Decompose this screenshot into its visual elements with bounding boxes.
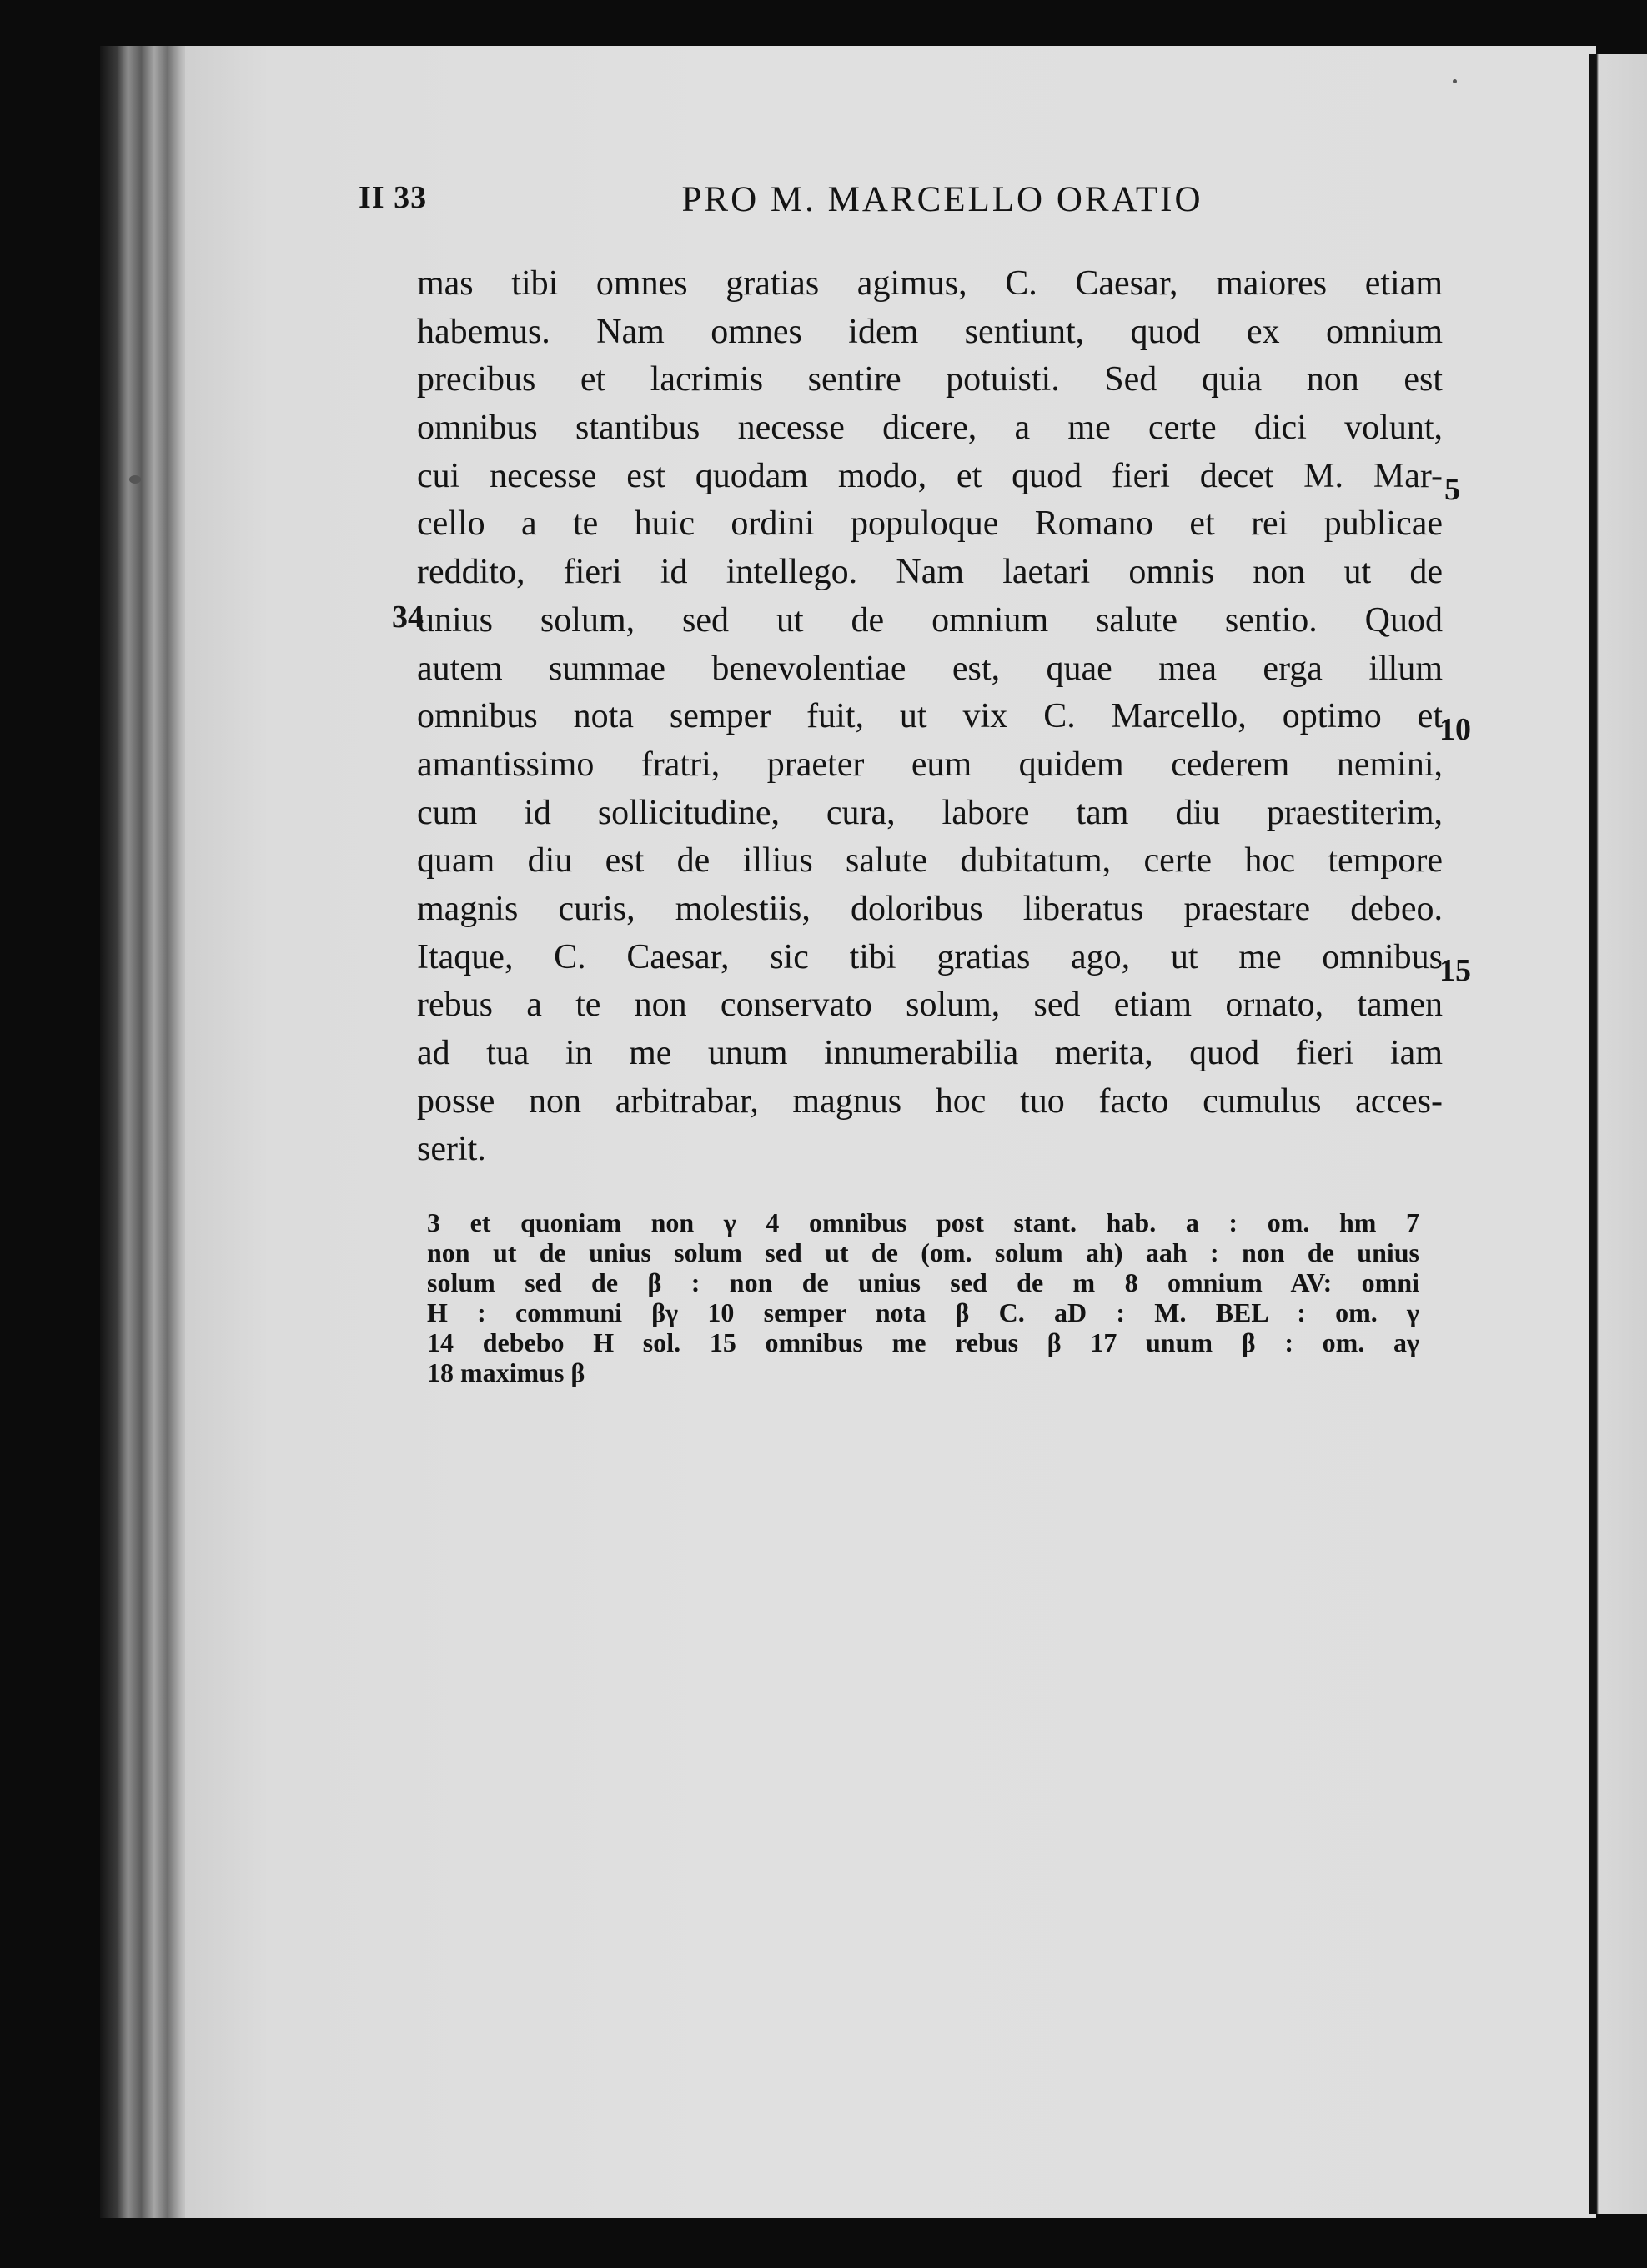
apparatus-line: H : communi βγ 10 semper nota β C. aD : M. BEL : om. γ (427, 1297, 1419, 1327)
text-line: cum id sollicitudine, cura, labore tam diu praestiterim, (417, 793, 1443, 832)
section-number-34: 34 (392, 600, 424, 635)
text-line: rebus a te non conservato solum, sed etiam ornato, tamen (417, 986, 1443, 1025)
text-line: mas tibi omnes gratias agimus, C. Caesar, maiores etiam (417, 264, 1443, 303)
line-number-10: 10 (1439, 712, 1471, 747)
text-line: autem summae benevolentiae est, quae mea erga illum (417, 649, 1443, 688)
book-binding-edge (100, 46, 193, 2218)
section-reference: II 33 (359, 180, 428, 215)
apparatus-line: 18 maximus β (427, 1357, 585, 1387)
text-line: cui necesse est quodam modo, et quod fieri decet M. Mar- (417, 456, 1443, 495)
text-line: posse non arbitrabar, magnus hoc tuo facto cumulus acces- (417, 1081, 1443, 1121)
text-line: amantissimo fratri, praeter eum quidem cederem nemini, (417, 745, 1443, 784)
text-line: habemus. Nam omnes idem sentiunt, quod ex omnium (417, 312, 1443, 351)
line-number-5: 5 (1444, 472, 1460, 507)
running-head (359, 179, 1468, 229)
text-line: precibus et lacrimis sentire potuisti. Sed quia non est (417, 360, 1443, 399)
text-line: ad tua in me unum innumerabilia merita, quod fieri iam (417, 1034, 1443, 1072)
line-number-15: 15 (1439, 953, 1471, 988)
text-line: serit. (417, 1130, 486, 1169)
facing-page-edge (1589, 54, 1647, 2214)
text-line: quam diu est de illius salute dubitatum, certe hoc tempore (417, 841, 1443, 881)
text-line: reddito, fieri id intellego. Nam laetari omnis non ut de (417, 553, 1443, 592)
text-line: magnis curis, molestiis, doloribus liberatus praestare debeo. (417, 889, 1443, 928)
apparatus-line: non ut de unius solum sed ut de (om. solum ah) aah : non de unius (427, 1237, 1419, 1267)
text-line: cello a te huic ordini populoque Romano et rei publicae (417, 504, 1443, 544)
text-line: omnibus nota semper fuit, ut vix C. Marcello, optimo et (417, 697, 1443, 736)
apparatus-line: solum sed de β : non de unius sed de m 8 omnium AV: omni (427, 1267, 1419, 1297)
critical-apparatus (427, 1207, 1419, 1387)
text-line: unius solum, sed ut de omnium salute sentio. Quod (417, 600, 1443, 640)
apparatus-line: 3 et quoniam non γ 4 omnibus post stant. hab. a : om. hm 7 (427, 1207, 1419, 1237)
text-line: omnibus stantibus necesse dicere, a me certe dici volunt, (417, 409, 1443, 448)
text-line: Itaque, C. Caesar, sic tibi gratias ago, ut me omnibus (417, 937, 1443, 976)
scan-speck (129, 475, 141, 484)
scan-speck (1453, 79, 1457, 83)
body-text (417, 260, 1443, 1174)
page-title: PRO M. MARCELLO ORATIO (681, 180, 1203, 219)
apparatus-line: 14 debebo H sol. 15 omnibus me rebus β 17 unum β : om. aγ (427, 1327, 1419, 1357)
